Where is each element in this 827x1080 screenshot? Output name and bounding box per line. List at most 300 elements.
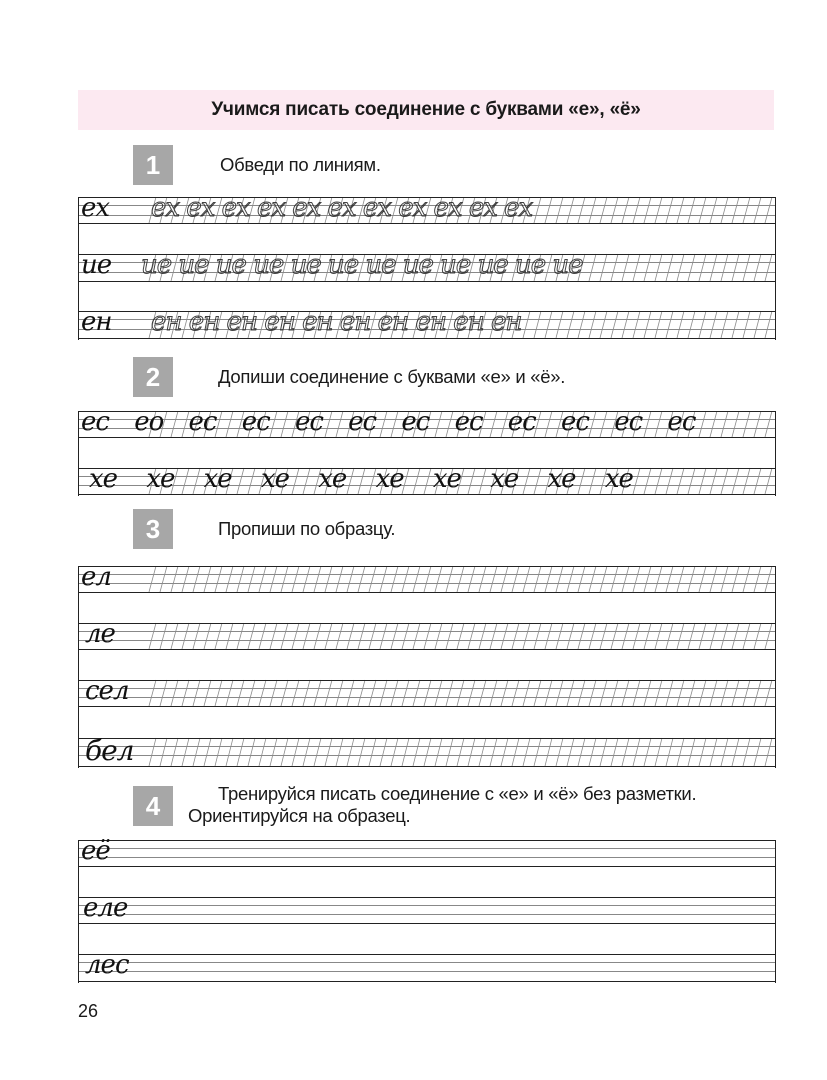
slant-guide-stroke [600, 311, 607, 338]
task-instruction-1: Обведи по линиям. [220, 154, 381, 175]
slant-guide-stroke [699, 411, 706, 437]
slant-guide-stroke [435, 566, 442, 592]
slant-guide-stroke [347, 680, 354, 706]
slant-guide-stroke [215, 566, 222, 592]
slant-guide-stroke [182, 738, 189, 766]
slant-guide-stroke [688, 566, 695, 592]
slant-guide-stroke [611, 566, 618, 592]
slant-guide-stroke [710, 197, 717, 223]
slant-guide-stroke [677, 738, 684, 766]
slant-guide-stroke [391, 680, 398, 706]
slant-guide-stroke [358, 566, 365, 592]
slant-guide-stroke [369, 680, 376, 706]
slant-guide-stroke [710, 468, 717, 494]
slant-guide-stroke [699, 254, 706, 281]
slant-guide-stroke [688, 197, 695, 223]
slant-guide-stroke [215, 680, 222, 706]
task4-row2-sample: еле [83, 893, 128, 923]
slant-guide-stroke [677, 566, 684, 592]
slant-guide-stroke [622, 566, 629, 592]
slant-guide-stroke [732, 738, 739, 766]
slant-guide-stroke [369, 566, 376, 592]
slant-guide-stroke [743, 566, 750, 592]
slant-guide-stroke [413, 738, 420, 766]
slant-guide-stroke [743, 254, 750, 281]
slant-guide-stroke [578, 738, 585, 766]
slant-guide-stroke [677, 197, 684, 223]
slant-guide-stroke [490, 680, 497, 706]
slant-guide-stroke [501, 566, 508, 592]
slant-guide-stroke [710, 623, 717, 649]
slant-guide-stroke [754, 738, 761, 766]
slant-guide-stroke [391, 738, 398, 766]
slant-guide-stroke [380, 566, 387, 592]
slant-guide-stroke [732, 311, 739, 338]
slant-guide-stroke [765, 254, 772, 281]
slant-guide-stroke [281, 566, 288, 592]
slant-guide-stroke [721, 254, 728, 281]
slant-guide-stroke [721, 311, 728, 338]
task3-row3-sample: сел [85, 676, 129, 706]
slant-guide-stroke [655, 680, 662, 706]
slant-guide-stroke [732, 680, 739, 706]
slant-guide-stroke [655, 738, 662, 766]
slant-guide-stroke [688, 738, 695, 766]
slant-guide-stroke [347, 623, 354, 649]
slant-guide-stroke [314, 738, 321, 766]
slant-guide-stroke [248, 623, 255, 649]
slant-guide-stroke [171, 738, 178, 766]
slant-guide-stroke [479, 738, 486, 766]
slant-guide-stroke [413, 566, 420, 592]
slant-guide-stroke [424, 623, 431, 649]
slant-guide-stroke [699, 566, 706, 592]
slant-guide-stroke [743, 623, 750, 649]
slant-guide-stroke [226, 566, 233, 592]
slant-guide-stroke [160, 623, 167, 649]
slant-guide-stroke [160, 680, 167, 706]
page-number: 26 [78, 1001, 99, 1021]
task3-row4-sample: бел [85, 734, 134, 767]
slant-guide-stroke [204, 680, 211, 706]
slant-guide-stroke [358, 680, 365, 706]
slant-guide-stroke [765, 680, 772, 706]
slant-guide-stroke [567, 738, 574, 766]
task3-row1-sample: ел [81, 562, 111, 592]
slant-guide-stroke [325, 738, 332, 766]
slant-guide-stroke [413, 680, 420, 706]
slant-guide-stroke [545, 623, 552, 649]
slant-guide-stroke [732, 566, 739, 592]
task1-row2-trace: ие ие ие ие ие ие ие ие ие ие ие ие [141, 250, 583, 280]
task3-ruled-area [78, 562, 776, 768]
slant-guide-stroke [314, 566, 321, 592]
slant-guide-stroke [589, 623, 596, 649]
slant-guide-stroke [424, 566, 431, 592]
slant-guide-stroke [490, 738, 497, 766]
slant-guide-stroke [611, 680, 618, 706]
slant-guide-stroke [732, 254, 739, 281]
slant-guide-stroke [325, 566, 332, 592]
slant-guide-stroke [754, 411, 761, 437]
slant-guide-stroke [446, 623, 453, 649]
slant-guide-stroke [721, 468, 728, 494]
slant-guide-stroke [765, 623, 772, 649]
slant-guide-stroke [721, 623, 728, 649]
slant-guide-stroke [380, 623, 387, 649]
slant-guide-stroke [314, 623, 321, 649]
slant-guide-stroke [336, 566, 343, 592]
slant-guide-stroke [677, 680, 684, 706]
slant-guide-stroke [292, 566, 299, 592]
slant-guide-stroke [721, 197, 728, 223]
task2-ruled-area [78, 407, 776, 496]
slant-guide-stroke [259, 566, 266, 592]
slant-guide-stroke [523, 623, 530, 649]
slant-guide-stroke [149, 680, 156, 706]
slant-guide-stroke [721, 738, 728, 766]
slant-guide-stroke [457, 623, 464, 649]
slant-guide-stroke [336, 623, 343, 649]
slant-guide-stroke [435, 738, 442, 766]
slant-guide-stroke [655, 197, 662, 223]
slant-guide-stroke [688, 623, 695, 649]
slant-guide-stroke [677, 623, 684, 649]
slant-guide-stroke [666, 738, 673, 766]
slant-guide-stroke [688, 254, 695, 281]
slant-guide-stroke [457, 738, 464, 766]
task2-row1: ес ео ес ес ес ес ес ес ес ес ес ес [81, 407, 696, 437]
slant-guide-stroke [479, 566, 486, 592]
slant-guide-stroke [765, 311, 772, 338]
slant-guide-stroke [193, 738, 200, 766]
slant-guide-stroke [567, 311, 574, 338]
slant-guide-stroke [655, 311, 662, 338]
slant-guide-stroke [270, 680, 277, 706]
slant-guide-stroke [611, 623, 618, 649]
slant-guide-stroke [490, 623, 497, 649]
slant-guide-stroke [380, 738, 387, 766]
task-instruction-4-line1: Тренируйся писать соединение с «е» и «ё» без разметки. [218, 783, 697, 804]
slant-guide-stroke [578, 680, 585, 706]
slant-guide-stroke [193, 623, 200, 649]
slant-guide-stroke [281, 680, 288, 706]
slant-guide-stroke [325, 623, 332, 649]
slant-guide-stroke [633, 311, 640, 338]
slant-guide-stroke [369, 623, 376, 649]
slant-guide-stroke [204, 566, 211, 592]
slant-guide-stroke [171, 623, 178, 649]
slant-guide-stroke [292, 680, 299, 706]
slant-guide-stroke [259, 738, 266, 766]
slant-guide-stroke [567, 623, 574, 649]
slant-guide-stroke [644, 623, 651, 649]
slant-guide-stroke [589, 254, 596, 281]
slant-guide-stroke [248, 566, 255, 592]
slant-guide-stroke [633, 468, 640, 494]
task4-ruled-area [78, 836, 776, 983]
slant-guide-stroke [721, 411, 728, 437]
slant-guide-stroke [545, 311, 552, 338]
slant-guide-stroke [688, 311, 695, 338]
slant-guide-stroke [292, 738, 299, 766]
slant-guide-stroke [732, 468, 739, 494]
slant-guide-stroke [336, 680, 343, 706]
slant-guide-stroke [237, 738, 244, 766]
slant-guide-stroke [336, 738, 343, 766]
slant-guide-stroke [171, 680, 178, 706]
slant-guide-stroke [567, 566, 574, 592]
slant-guide-stroke [710, 411, 717, 437]
slant-guide-stroke [237, 680, 244, 706]
slant-guide-stroke [545, 680, 552, 706]
slant-guide-stroke [677, 311, 684, 338]
slant-guide-stroke [358, 738, 365, 766]
slant-guide-stroke [644, 566, 651, 592]
slant-guide-stroke [666, 680, 673, 706]
slant-guide-stroke [468, 623, 475, 649]
slant-guide-stroke [303, 566, 310, 592]
slant-guide-stroke [149, 623, 156, 649]
slant-guide-stroke [633, 566, 640, 592]
slant-guide-stroke [556, 566, 563, 592]
slant-guide-stroke [710, 311, 717, 338]
slant-guide-stroke [578, 566, 585, 592]
slant-guide-stroke [732, 197, 739, 223]
slant-guide-stroke [446, 738, 453, 766]
slant-guide-stroke [534, 197, 541, 223]
slant-guide-stroke [743, 311, 750, 338]
slant-guide-stroke [303, 623, 310, 649]
task-number-4: 4 [133, 786, 173, 826]
slant-guide-stroke [556, 680, 563, 706]
slant-guide-stroke [435, 680, 442, 706]
slant-guide-stroke [468, 566, 475, 592]
slant-guide-stroke [347, 566, 354, 592]
task-instruction-3: Пропиши по образцу. [218, 518, 396, 539]
slant-guide-stroke [710, 254, 717, 281]
slant-guide-stroke [754, 468, 761, 494]
slant-guide-stroke [204, 623, 211, 649]
slant-guide-stroke [424, 680, 431, 706]
slant-guide-stroke [402, 738, 409, 766]
slant-guide-stroke [622, 197, 629, 223]
slant-guide-stroke [710, 680, 717, 706]
slant-guide-stroke [369, 738, 376, 766]
slant-guide-stroke [743, 197, 750, 223]
slant-guide-stroke [600, 566, 607, 592]
slant-guide-stroke [633, 254, 640, 281]
slant-guide-stroke [677, 254, 684, 281]
slant-guide-stroke [402, 623, 409, 649]
slant-guide-stroke [534, 738, 541, 766]
slant-guide-stroke [578, 197, 585, 223]
slant-guide-stroke [303, 738, 310, 766]
slant-guide-stroke [754, 680, 761, 706]
slant-guide-stroke [765, 468, 772, 494]
slant-guide-stroke [589, 738, 596, 766]
slant-guide-stroke [655, 623, 662, 649]
task-instruction-4-line2: Ориентируйся на образец. [188, 805, 411, 826]
slant-guide-stroke [468, 680, 475, 706]
slant-guide-stroke [688, 468, 695, 494]
slant-guide-stroke [611, 738, 618, 766]
slant-guide-stroke [699, 197, 706, 223]
slant-guide-stroke [347, 738, 354, 766]
slant-guide-stroke [523, 566, 530, 592]
slant-guide-stroke [666, 468, 673, 494]
slant-guide-stroke [743, 411, 750, 437]
slant-guide-stroke [182, 623, 189, 649]
slant-guide-stroke [523, 738, 530, 766]
slant-guide-stroke [754, 623, 761, 649]
task1-row3-trace: ен ен ен ен ен ен ен ен ен ен [151, 307, 522, 337]
slant-guide-stroke [468, 738, 475, 766]
slant-guide-stroke [545, 566, 552, 592]
slant-guide-stroke [248, 738, 255, 766]
slant-guide-stroke [270, 623, 277, 649]
slant-guide-stroke [402, 566, 409, 592]
slant-guide-stroke [721, 566, 728, 592]
slant-guide-stroke [479, 623, 486, 649]
slant-guide-stroke [589, 680, 596, 706]
slant-guide-stroke [666, 566, 673, 592]
slant-guide-stroke [567, 680, 574, 706]
slant-guide-stroke [589, 197, 596, 223]
slant-guide-stroke [644, 680, 651, 706]
slant-guide-stroke [633, 197, 640, 223]
slant-guide-stroke [446, 566, 453, 592]
task1-row2-sample: ие [81, 250, 112, 280]
slant-guide-stroke [380, 680, 387, 706]
slant-guide-stroke [622, 680, 629, 706]
slant-guide-stroke [666, 197, 673, 223]
task-number-2: 2 [133, 357, 173, 397]
slant-guide-stroke [655, 468, 662, 494]
slant-guide-stroke [237, 566, 244, 592]
slant-guide-stroke [765, 411, 772, 437]
task4-row3-sample: лес [85, 950, 129, 980]
title-bar [78, 90, 774, 130]
slant-guide-stroke [655, 254, 662, 281]
slant-guide-stroke [600, 254, 607, 281]
slant-guide-stroke [292, 623, 299, 649]
slant-guide-stroke [765, 738, 772, 766]
slant-guide-stroke [204, 738, 211, 766]
slant-guide-stroke [622, 738, 629, 766]
slant-guide-stroke [259, 680, 266, 706]
slant-guide-stroke [479, 680, 486, 706]
slant-guide-stroke [457, 566, 464, 592]
slant-guide-stroke [226, 738, 233, 766]
slant-guide-stroke [512, 738, 519, 766]
slant-guide-stroke [402, 680, 409, 706]
slant-guide-stroke [182, 680, 189, 706]
slant-guide-stroke [556, 197, 563, 223]
slant-guide-stroke [655, 566, 662, 592]
slant-guide-stroke [644, 197, 651, 223]
slant-guide-stroke [765, 197, 772, 223]
task4-row1-sample: её [81, 836, 110, 866]
task-instruction-2: Допиши соединение с буквами «е» и «ё». [218, 366, 566, 387]
slant-guide-stroke [281, 738, 288, 766]
slant-guide-stroke [226, 623, 233, 649]
slant-guide-stroke [600, 197, 607, 223]
slant-guide-stroke [534, 623, 541, 649]
slant-guide-stroke [633, 623, 640, 649]
task1-row1-sample: ех [81, 193, 110, 223]
slant-guide-stroke [160, 738, 167, 766]
slant-guide-stroke [160, 566, 167, 592]
slant-guide-stroke [710, 566, 717, 592]
slant-guide-stroke [512, 623, 519, 649]
slant-guide-stroke [622, 311, 629, 338]
slant-guide-stroke [556, 311, 563, 338]
slant-guide-stroke [600, 680, 607, 706]
slant-guide-stroke [754, 254, 761, 281]
slant-guide-stroke [611, 197, 618, 223]
slant-guide-stroke [446, 680, 453, 706]
slant-guide-stroke [699, 738, 706, 766]
slant-guide-stroke [325, 680, 332, 706]
page-title: Учимся писать соединение с буквами «е», «ё» [211, 99, 641, 120]
slant-guide-stroke [545, 738, 552, 766]
slant-guide-stroke [666, 623, 673, 649]
slant-guide-stroke [644, 254, 651, 281]
slant-guide-stroke [644, 311, 651, 338]
slant-guide-stroke [567, 197, 574, 223]
slant-guide-stroke [622, 254, 629, 281]
slant-guide-stroke [699, 680, 706, 706]
slant-guide-stroke [226, 680, 233, 706]
slant-guide-stroke [270, 738, 277, 766]
slant-guide-stroke [259, 623, 266, 649]
slant-guide-stroke [589, 566, 596, 592]
slant-guide-stroke [743, 468, 750, 494]
task2-row2: хе хе хе хе хе хе хе хе хе хе [89, 464, 633, 494]
task-number-3: 3 [133, 509, 173, 549]
slant-guide-stroke [589, 311, 596, 338]
slant-guide-stroke [721, 680, 728, 706]
slant-guide-stroke [644, 468, 651, 494]
slant-guide-stroke [754, 197, 761, 223]
slant-guide-stroke [732, 623, 739, 649]
slant-guide-stroke [523, 311, 530, 338]
slant-guide-stroke [754, 311, 761, 338]
slant-guide-stroke [270, 566, 277, 592]
slant-guide-stroke [490, 566, 497, 592]
slant-guide-stroke [413, 623, 420, 649]
slant-guide-stroke [248, 680, 255, 706]
task1-row3-sample: ен [81, 307, 112, 337]
slant-guide-stroke [501, 738, 508, 766]
slant-guide-stroke [666, 311, 673, 338]
slant-guide-stroke [545, 197, 552, 223]
slant-guide-stroke [578, 311, 585, 338]
slant-guide-stroke [699, 623, 706, 649]
slant-guide-stroke [622, 623, 629, 649]
slant-guide-stroke [457, 680, 464, 706]
slant-guide-stroke [743, 680, 750, 706]
slant-guide-stroke [688, 680, 695, 706]
slant-guide-stroke [237, 623, 244, 649]
slant-guide-stroke [754, 566, 761, 592]
slant-guide-stroke [611, 311, 618, 338]
slant-guide-stroke [391, 623, 398, 649]
slant-guide-stroke [171, 566, 178, 592]
slant-guide-stroke [303, 680, 310, 706]
slant-guide-stroke [149, 738, 156, 766]
